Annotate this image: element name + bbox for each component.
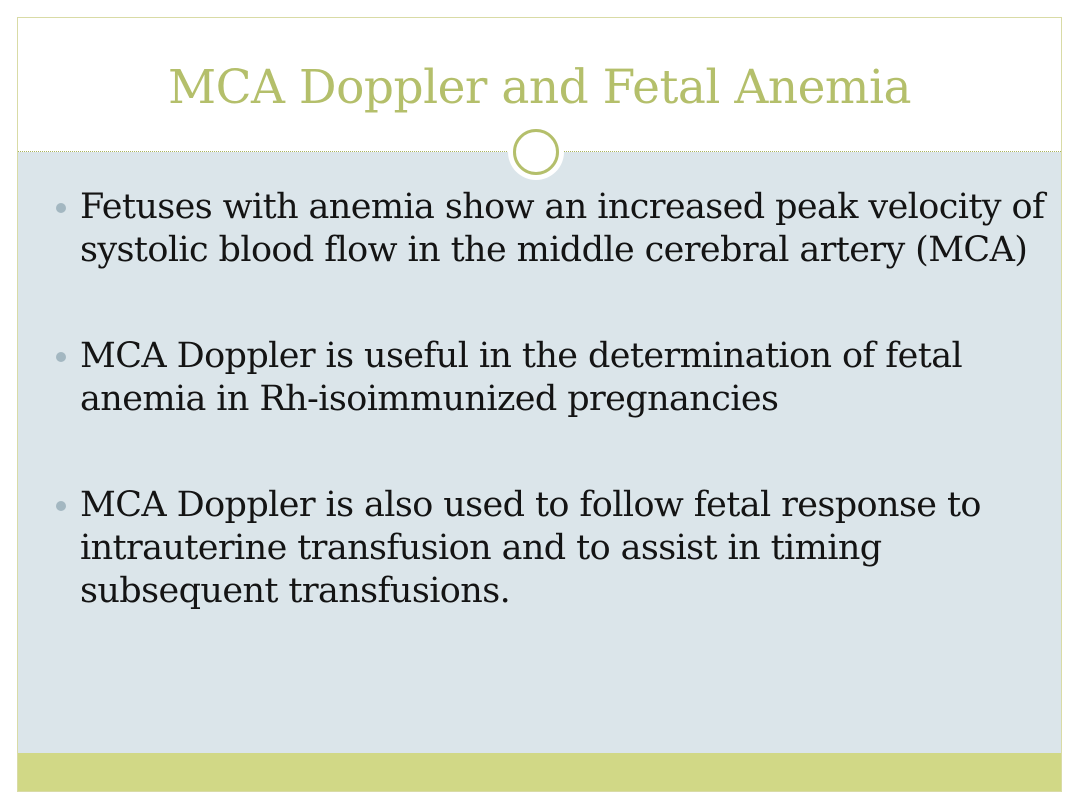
bullet-text: MCA Doppler is useful in the determination of fetal anemia in Rh-isoimmunized pregnancies [80, 336, 963, 419]
bullet-text: MCA Doppler is also used to follow fetal response to intrauterine transfusion and to assist in timing subsequent transfusions. [80, 485, 981, 611]
bullet-dot-icon [56, 352, 66, 362]
bullet-item [56, 186, 1046, 272]
slide-title: MCA Doppler and Fetal Anemia [167, 60, 912, 115]
bullet-list [56, 186, 1046, 676]
bullet-item [56, 484, 1046, 613]
circle-ring [513, 129, 559, 175]
circle-ornament-icon [508, 124, 564, 180]
bullet-dot-icon [56, 501, 66, 511]
slide [17, 17, 1062, 792]
footer-band [18, 753, 1061, 791]
bullet-text: Fetuses with anemia show an increased peak velocity of systolic blood flow in the middle cerebral artery (MCA) [80, 187, 1045, 270]
bullet-dot-icon [56, 203, 66, 213]
bullet-item [56, 335, 1046, 421]
